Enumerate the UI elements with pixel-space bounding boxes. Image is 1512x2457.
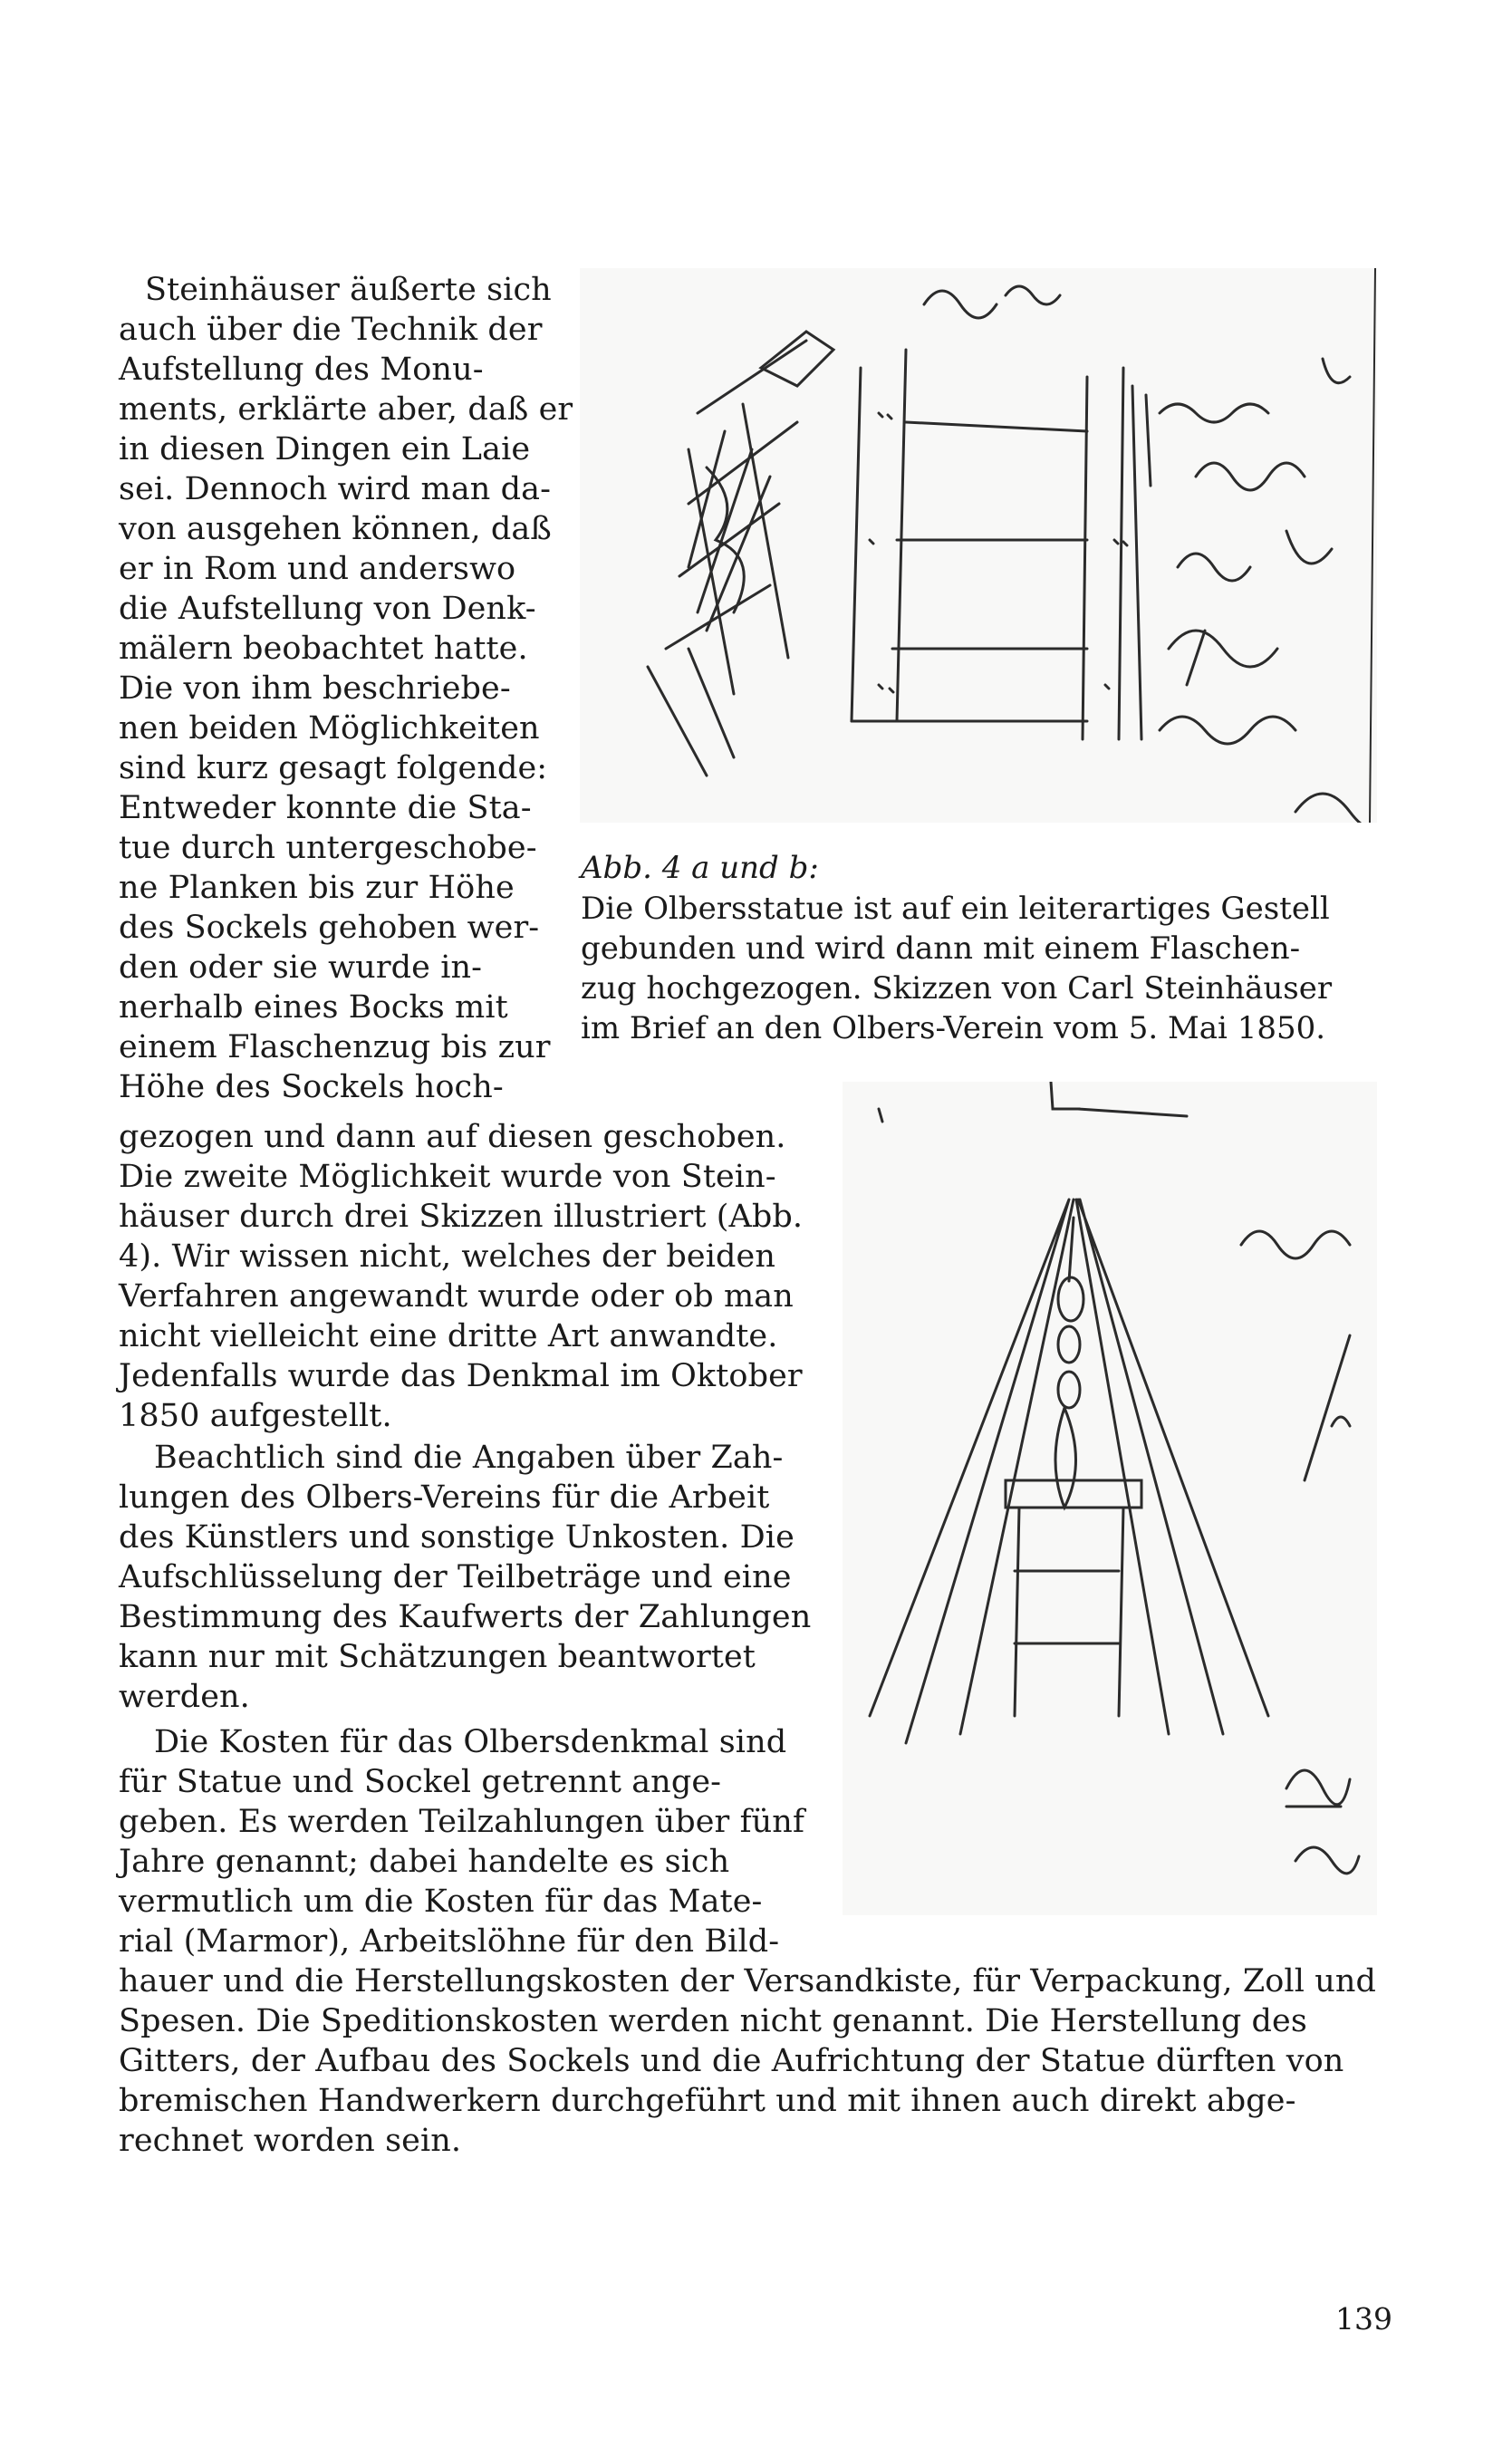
text-line: Verfahren angewandt wurde oder ob man	[119, 1278, 794, 1315]
text-line: bremischen Handwerkern durchgeführt und mit ihnen auch direkt abge-	[119, 2083, 1296, 2119]
text-line: Jahre genannt; dabei handelte es sich	[119, 1844, 730, 1880]
text-line: nicht vielleicht eine dritte Art anwandte.	[119, 1318, 778, 1354]
text-line: auch über die Technik der	[119, 312, 543, 348]
ladder-sketch-image	[580, 268, 1377, 823]
text-line: Höhe des Sockels hoch-	[119, 1069, 504, 1105]
figure-caption-line: zug hochgezogen. Skizzen von Carl Steinhäuser	[581, 970, 1333, 1007]
figure-caption-line: im Brief an den Olbers-Verein vom 5. Mai 1850.	[581, 1010, 1326, 1046]
text-line: Die Kosten für das Olbersdenkmal sind	[154, 1724, 787, 1760]
text-line: die Aufstellung von Denk-	[119, 591, 536, 627]
text-line: er in Rom und anderswo	[119, 551, 516, 587]
text-line: 1850 aufgestellt.	[119, 1398, 392, 1434]
tripod-pulley-sketch	[843, 1082, 1377, 1915]
text-line: nen beiden Möglichkeiten	[119, 710, 540, 747]
text-line: 4). Wir wissen nicht, welches der beiden	[119, 1238, 775, 1275]
text-line: einem Flaschenzug bis zur	[119, 1029, 551, 1065]
text-line: Aufschlüsselung der Teilbeträge und eine	[119, 1559, 792, 1595]
text-line: werden.	[119, 1679, 250, 1715]
figure-caption-title: Abb. 4 a und b:	[581, 850, 819, 886]
text-line: tue durch untergeschobe-	[119, 830, 537, 866]
text-line: ments, erklärte aber, daß er	[119, 391, 573, 428]
figure-caption-line: Die Olbersstatue ist auf ein leiterartiges Gestell	[581, 891, 1330, 927]
text-line: rechnet worden sein.	[119, 2123, 462, 2159]
tripod-sketch-image	[843, 1082, 1377, 1915]
text-line: Aufstellung des Monu-	[119, 352, 484, 388]
text-line: Spesen. Die Speditionskosten werden nicht genannt. Die Herstellung des	[119, 2003, 1307, 2039]
text-line: von ausgehen können, daß	[119, 511, 552, 547]
figure-caption-line: gebunden und wird dann mit einem Flaschen-	[581, 930, 1301, 967]
text-line: ne Planken bis zur Höhe	[119, 870, 515, 906]
ladder-sketch	[580, 268, 1377, 823]
text-line: den oder sie wurde in-	[119, 949, 483, 986]
text-line: geben. Es werden Teilzahlungen über fünf	[119, 1804, 804, 1840]
text-line: hauer und die Herstellungskosten der Versandkiste, für Verpackung, Zoll und	[119, 1963, 1377, 1999]
text-line: mälern beobachtet hatte.	[119, 631, 528, 667]
text-line: vermutlich um die Kosten für das Mate-	[119, 1884, 763, 1920]
text-line: Entweder konnte die Sta-	[119, 790, 532, 826]
text-line: Beachtlich sind die Angaben über Zah-	[154, 1440, 784, 1476]
text-line: kann nur mit Schätzungen beantwortet	[119, 1639, 756, 1675]
text-line: Die von ihm beschriebe-	[119, 670, 511, 707]
text-line: nerhalb eines Bocks mit	[119, 989, 508, 1026]
text-line: lungen des Olbers-Vereins für die Arbeit	[119, 1479, 770, 1516]
text-line: Bestimmung des Kaufwerts der Zahlungen	[119, 1599, 812, 1635]
text-line: Steinhäuser äußerte sich	[145, 272, 552, 308]
text-line: gezogen und dann auf diesen geschoben.	[119, 1119, 786, 1155]
text-line: des Künstlers und sonstige Unkosten. Die	[119, 1519, 795, 1556]
text-line: häuser durch drei Skizzen illustriert (Abb.	[119, 1199, 804, 1235]
page-number: 139	[1335, 2301, 1392, 2337]
text-line: Gitters, der Aufbau des Sockels und die Aufrichtung der Statue dürften von	[119, 2043, 1344, 2079]
text-line: Die zweite Möglichkeit wurde von Stein-	[119, 1159, 776, 1195]
text-line: Jedenfalls wurde das Denkmal im Oktober	[119, 1358, 803, 1394]
text-line: rial (Marmor), Arbeitslöhne für den Bild-	[119, 1923, 780, 1960]
text-line: in diesen Dingen ein Laie	[119, 431, 531, 467]
text-line: des Sockels gehoben wer-	[119, 910, 540, 946]
text-line: sei. Dennoch wird man da-	[119, 471, 552, 507]
text-line: für Statue und Sockel getrennt ange-	[119, 1764, 722, 1800]
text-line: sind kurz gesagt folgende:	[119, 750, 548, 786]
